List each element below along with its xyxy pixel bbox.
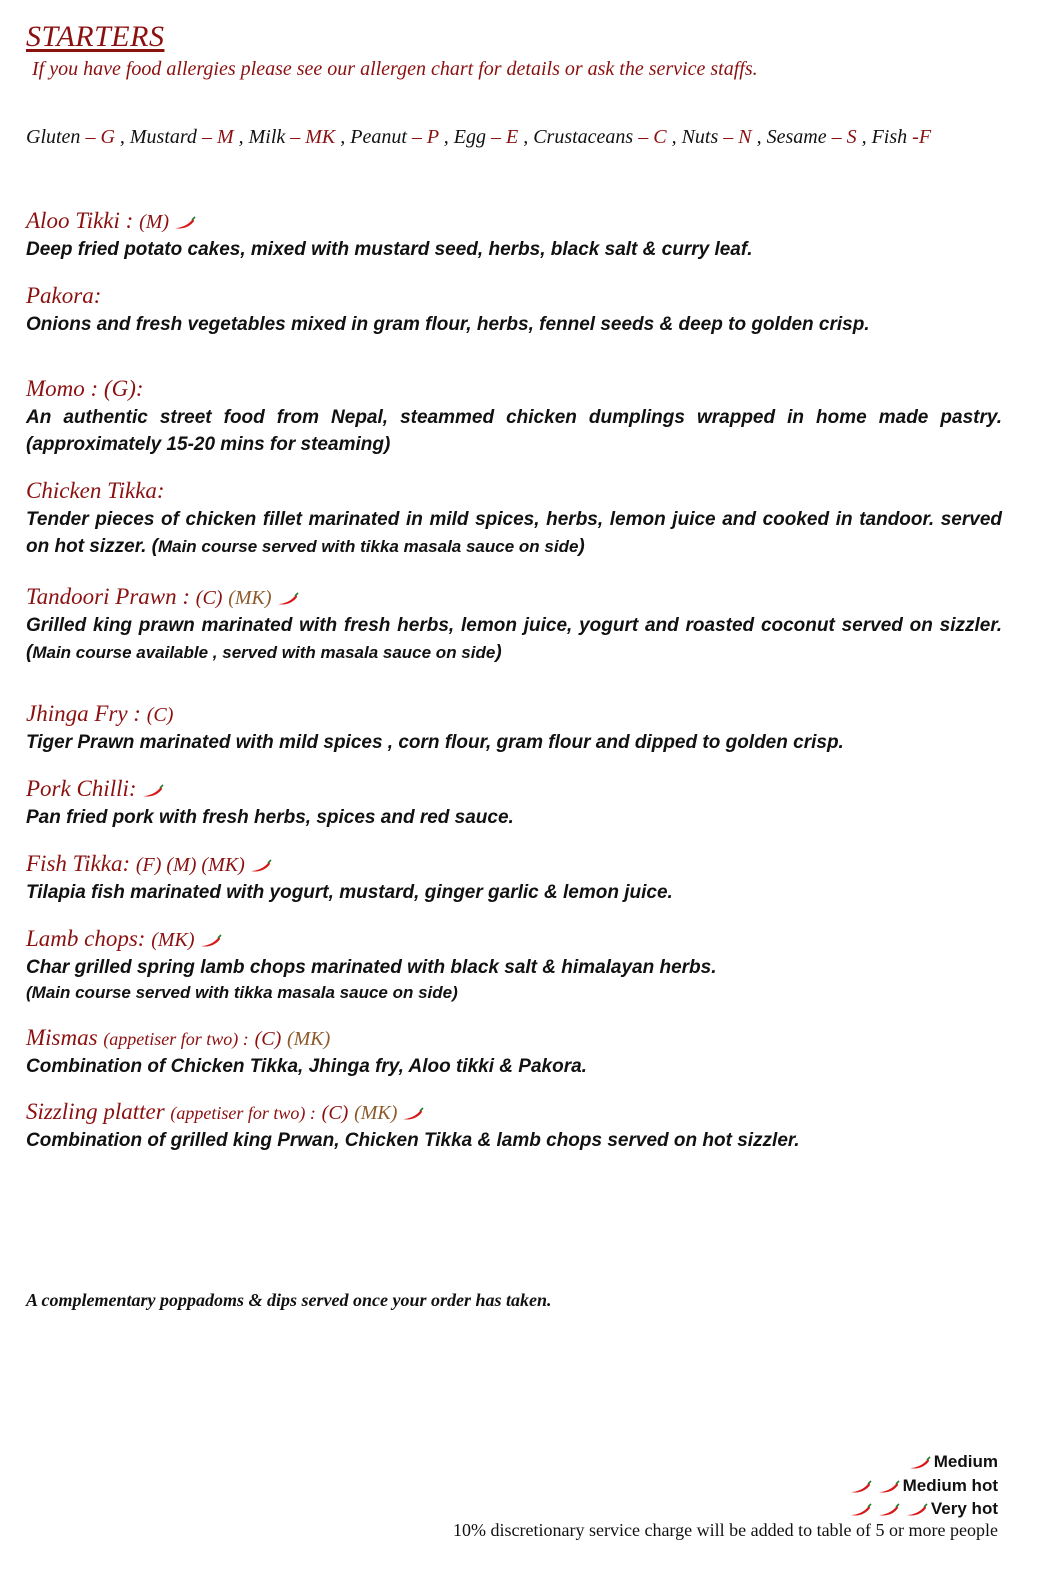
item-description: Deep fried potato cakes, mixed with mustard seed, herbs, black salt & curry leaf. [26,239,753,260]
heat-legend-very-hot: Very hot [845,1499,998,1519]
chili-icon [272,584,300,609]
item-description: Combination of grilled king Prwan, Chicken Tikka & lamb chops served on hot sizzler. [26,1130,800,1151]
allergen-legend [26,126,1002,149]
legend-item: Peanut – P , [350,126,454,148]
item-description: Combination of Chicken Tikka, Jhinga fry, Aloo tikki & Pakora. [26,1056,587,1077]
item-title: Pakora: [26,283,102,308]
menu-item [26,699,1002,756]
menu-item [26,281,1002,338]
item-description: Grilled king prawn marinated with fresh herbs, lemon juice, yogurt and roasted coconut served on sizzler. (Main course available , served with masala sauce on side) [26,615,1002,663]
allergy-note: If you have food allergies please see our allergen chart for details or ask the service staffs. [32,58,758,80]
legend-item: Nuts – N , [681,126,767,148]
menu-page [26,0,1002,1588]
page-title: STARTERS [26,20,165,53]
menu-item [26,374,1002,458]
service-charge-note: 10% discretionary service charge will be added to table of 5 or more people [453,1520,998,1540]
menu-item [26,1023,1002,1080]
item-title: Momo : (G): [26,376,144,401]
item-note: (Main course served with tikka masala sauce on side) [26,983,458,1002]
legend-item: Crustaceans – C , [533,126,682,148]
heat-legend-medium-hot: Medium hot [845,1476,998,1496]
item-description: Pan fried pork with fresh herbs, spices and red sauce. [26,807,514,828]
item-description: Onions and fresh vegetables mixed in gram flour, herbs, fennel seeds & deep to golden crisp. [26,314,870,335]
menu-item [26,476,1002,560]
item-title: Tandoori Prawn : (C) (MK) [26,582,1002,612]
menu-item [26,1097,1002,1154]
legend-item: Gluten – G , [26,126,130,148]
item-description: Tiger Prawn marinated with mild spices , corn flour, gram flour and dipped to golden crisp. [26,732,844,753]
poppadoms-note: A complementary poppadoms & dips served once your order has taken. [26,1290,552,1310]
chili-icon [195,926,223,951]
menu-item [26,924,1002,1005]
item-title: Sizzling platter (appetiser for two) : (C) (MK) [26,1097,1002,1127]
item-description: Tender pieces of chicken fillet marinated in mild spices, herbs, lemon juice and cooked in tandoor. served on hot sizzer. (Main course served with tikka masala sauce on side) [26,509,1002,557]
item-title: Chicken Tikka: [26,478,165,503]
item-title: Lamb chops: (MK) [26,924,1002,954]
chili-icon [904,1452,932,1472]
chili-icon [397,1099,425,1124]
chili-icon [137,776,165,801]
item-description: An authentic street food from Nepal, steammed chicken dumplings wrapped in home made pastry.(approximately 15-20 mins for steaming) [26,407,1002,455]
heat-legend-medium: Medium [904,1452,998,1472]
legend-item: Mustard – M , [129,126,249,148]
menu-item [26,849,1002,906]
legend-item: Sesame – S , [766,126,872,148]
item-title: Pork Chilli: [26,774,1002,804]
legend-item: Milk – MK , [248,126,351,148]
menu-item [26,774,1002,831]
item-title: Fish Tikka: (F) (M) (MK) [26,849,1002,879]
legend-item: Fish -F [871,126,932,148]
menu-item [26,206,1002,263]
legend-item: Egg – E , [453,126,534,148]
item-title: Jhinga Fry : (C) [26,701,174,726]
chili-icon [845,1499,929,1519]
item-description: Tilapia fish marinated with yogurt, mustard, ginger garlic & lemon juice. [26,882,673,903]
item-description: Char grilled spring lamb chops marinated with black salt & himalayan herbs. [26,957,717,978]
item-title: Aloo Tikki : (M) [26,206,1002,236]
chili-icon [245,851,273,876]
menu-item [26,582,1002,666]
chili-icon [169,208,197,233]
chili-icon [845,1476,901,1496]
item-title: Mismas (appetiser for two) : (C) (MK) [26,1025,331,1050]
